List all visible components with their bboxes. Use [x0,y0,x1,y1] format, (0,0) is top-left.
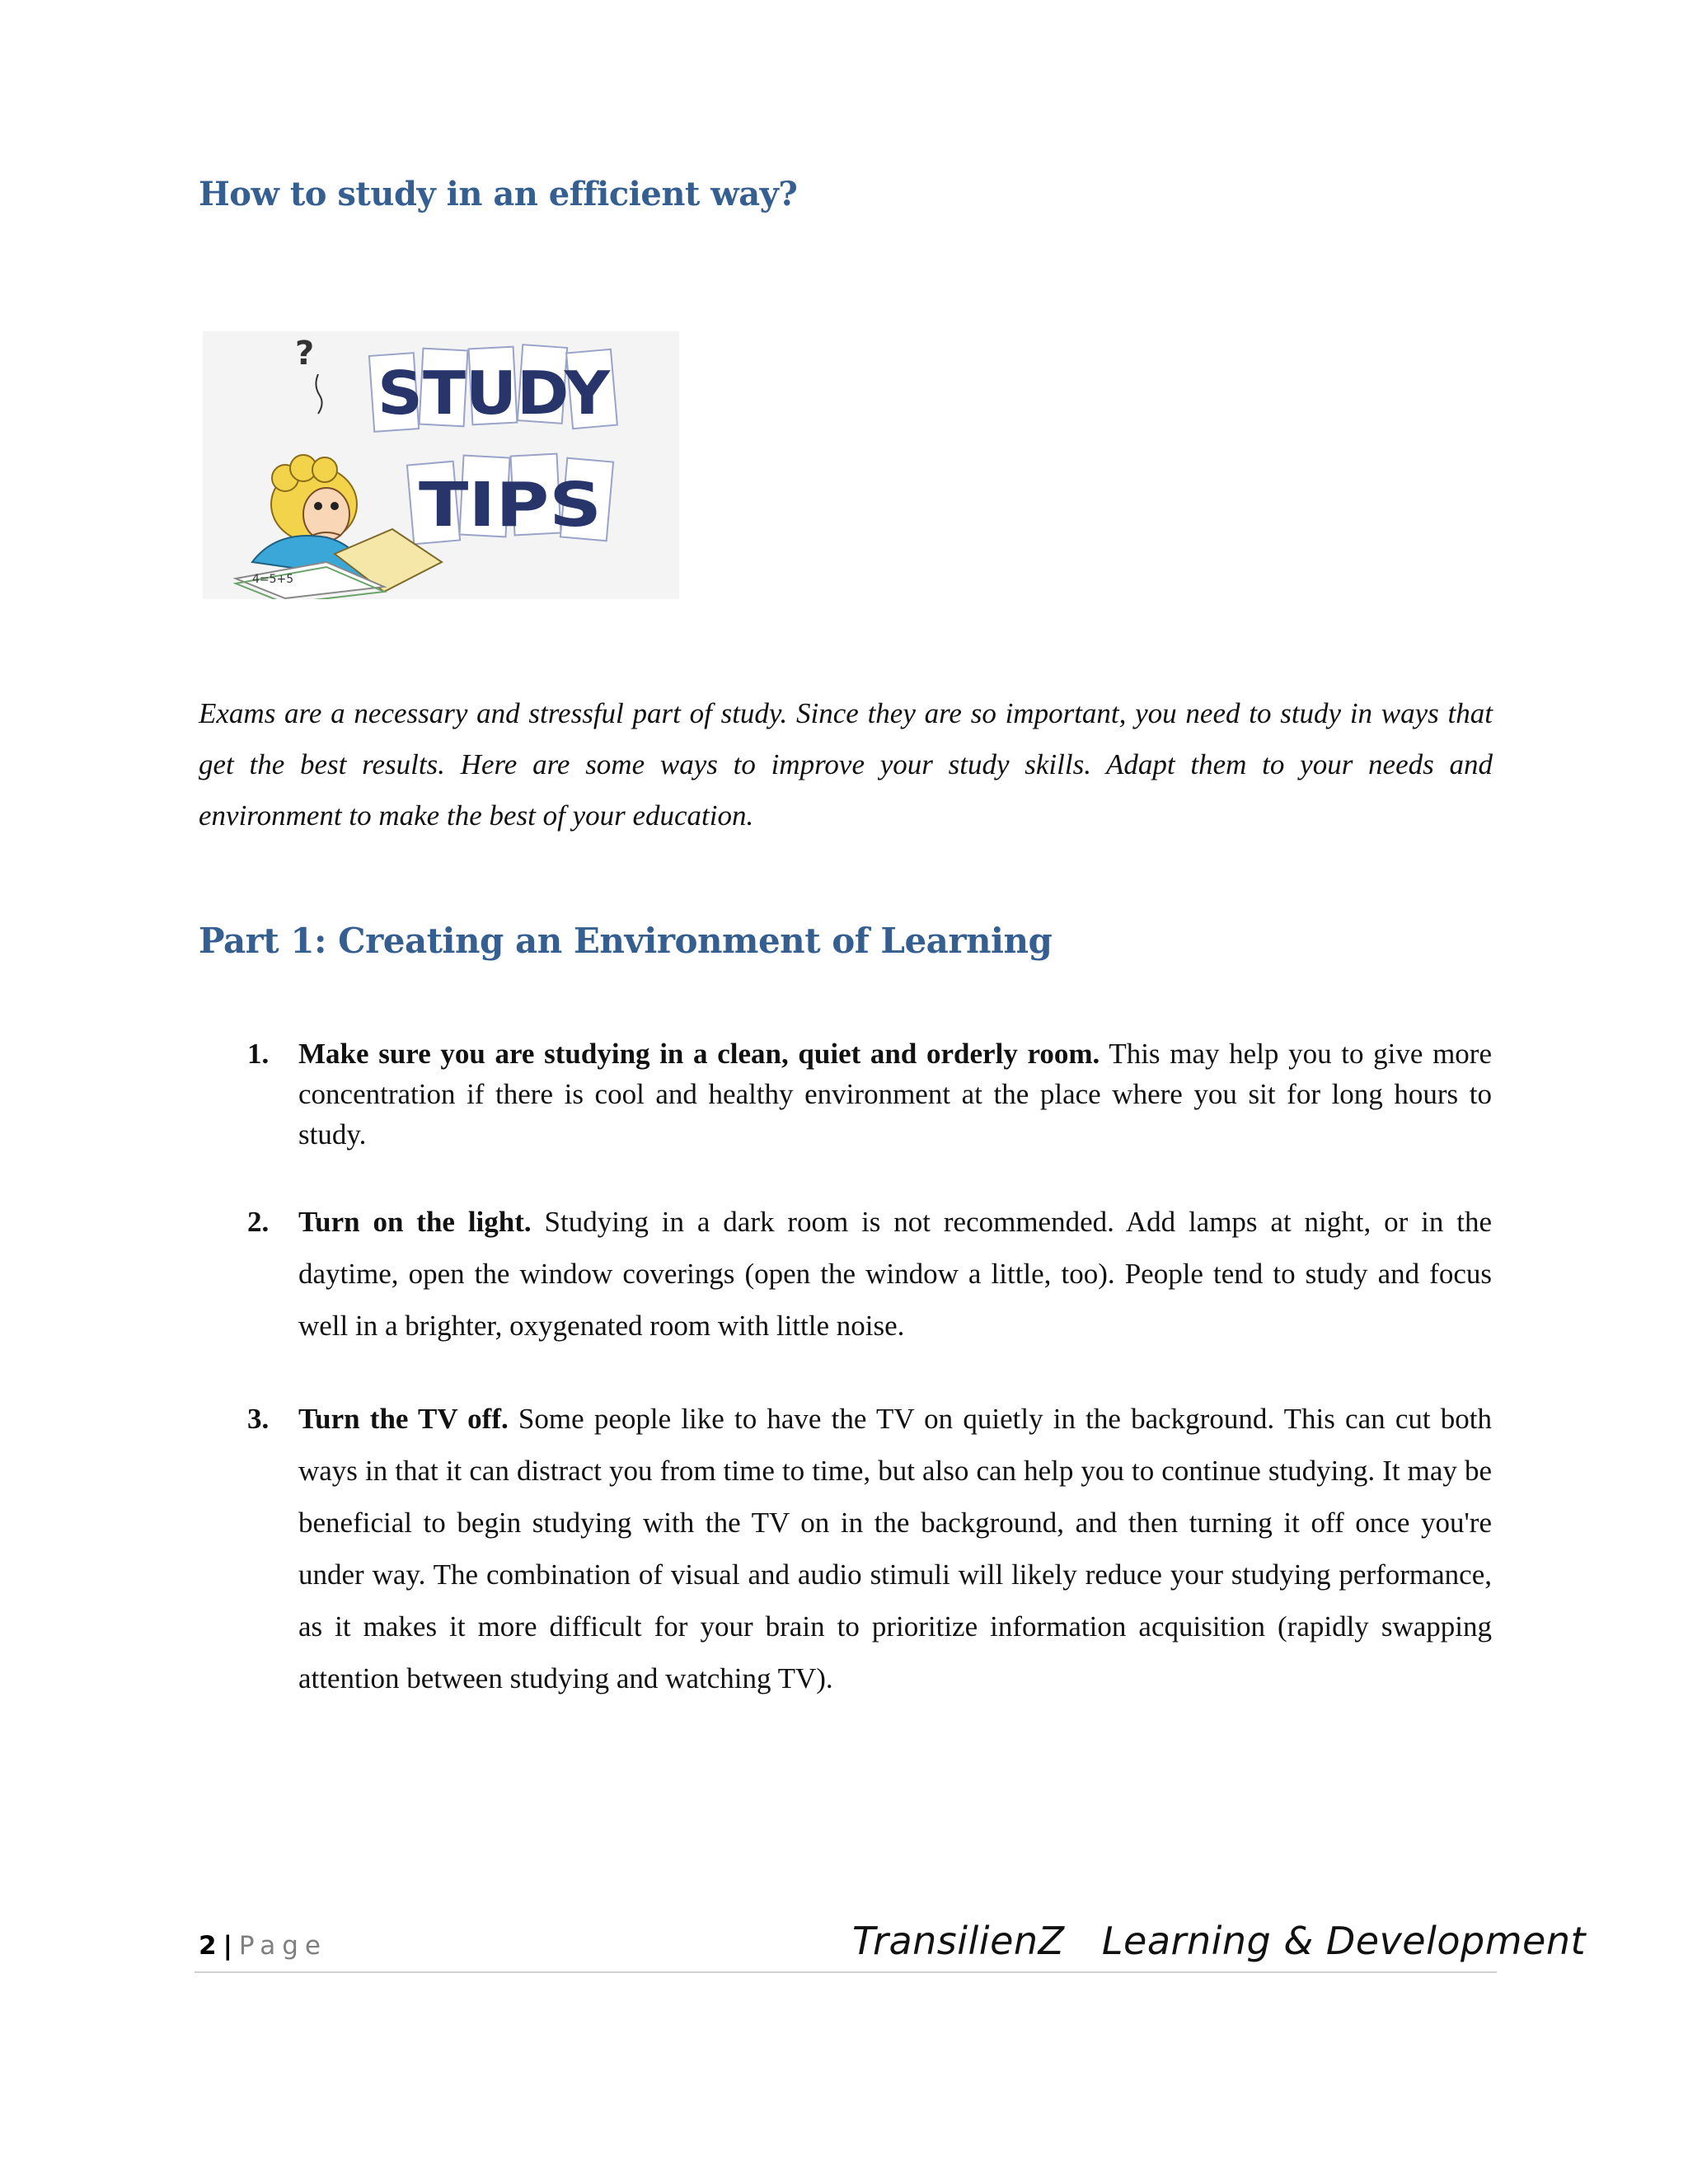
footer-brand: TransilienZ Learning & Development [852,1919,1587,1963]
page-label: Page [238,1931,327,1961]
list-item-body [298,1393,1492,1704]
list-item [247,1196,1492,1352]
list-item [247,1033,1492,1155]
list-item-lead: Turn the TV off. [298,1403,509,1435]
tips-word: TIPS [419,470,602,541]
footer-page-number [199,1931,327,1961]
list-item-text: This may help you to give more concentration if there is cool and healthy environment at the place where you sit for long hours to study. [298,1038,1492,1151]
list-item-number: 1. [247,1038,270,1070]
study-tips-clipart [203,331,679,599]
study-word-cards [369,344,617,432]
study-tips-illustration [203,331,679,599]
intro-paragraph: Exams are a necessary and stressful part of study. Since they are so important, you need to study in ways that get the best results. Here are some ways to improve your study skills. Adapt them to your needs and environment to make the best of your education. [199,697,1493,832]
list-item-lead: Make sure you are studying in a clean, quiet and orderly room. [298,1038,1100,1070]
list-item-number: 2. [247,1206,270,1238]
list-item-lead: Turn on the light. [298,1206,532,1238]
slate-writing: 4=5+5 [252,573,294,586]
section-heading-part1: Part 1: Creating an Environment of Learning [199,921,1053,961]
study-word: STUDY [377,359,611,428]
footer-separator: | [223,1931,232,1961]
list-item-text: Studying in a dark room is not recommended. Add lamps at night, or in the daytime, open the window coverings (open the window a little, too). People tend to study and focus well in a brighter, oxygenated room with little noise. [298,1206,1492,1342]
list-item-body [298,1196,1492,1352]
list-item-number: 3. [247,1403,270,1435]
footer-divider [195,1971,1497,1973]
list-item [247,1393,1492,1704]
list-item-text: Some people like to have the TV on quietly in the background. This can cut both ways in that it can distract you from time to time, but also can help you to continue studying. It may be beneficial to begin studying with the TV on in the background, and then turning it off once you're under way. The combination of visual and audio stimuli will likely reduce your studying performance, as it makes it more difficult for your brain to prioritize information acquisition (rapidly swapping attention between studying and watching TV). [298,1403,1492,1694]
page-title: How to study in an efficient way? [199,175,798,213]
page-number: 2 [199,1931,217,1961]
list-item-body [298,1033,1492,1155]
question-mark-glyph: ? [295,335,315,373]
